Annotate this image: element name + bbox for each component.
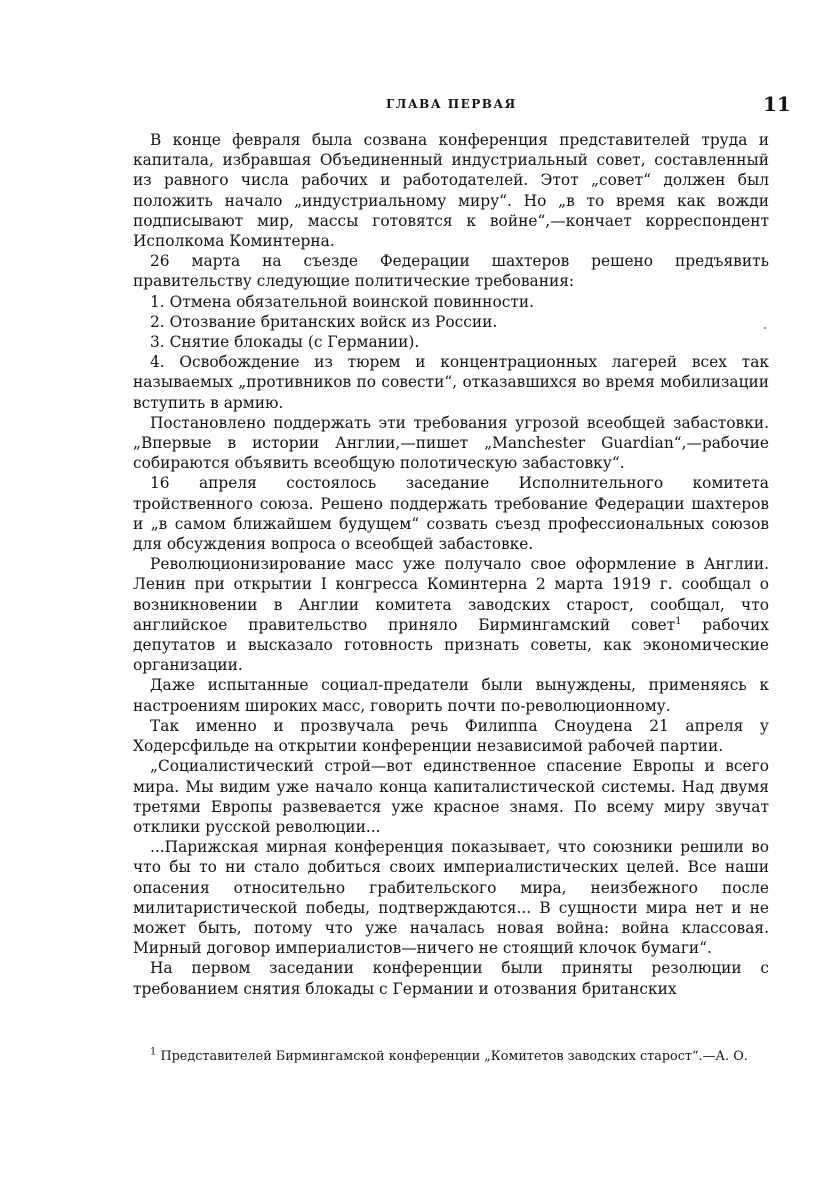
footnote-reference: 1 bbox=[675, 615, 682, 627]
list-item: 4. Освобождение из тюрем и концентрационных лагерей всех так называемых „противников по совести“, отказавшихся во время мобилизации вступить в армию. bbox=[133, 353, 769, 412]
quotation: „Социалистический строй—вот единственное спасение Европы и всего мира. Мы видим уже начало конца капиталистической системы. Над двумя третями Европы развевается уже красное знамя. По всему миру звучат отклики русской революции... bbox=[133, 757, 769, 836]
paragraph-text: Революционизирование масс уже получало свое оформление в Англии. Ленин при открытии I конгресса Коминтерна 2 марта 1919 г. сообщал о возникновении в Англии комитета заводских старост, сообщал, что английское правительство приняло Бирмингамский совет bbox=[133, 555, 769, 634]
paragraph: Так именно и прозвучала речь Филиппа Сноудена 21 апреля у Ходерсфильде на открытии конференции независимой рабочей партии. bbox=[133, 716, 769, 756]
paragraph: Постановлено поддержать эти требования угрозой всеобщей забастовки. „Впервые в истории Англии,—пишет „Manchester Guardian“,—рабочие собираются объявить всеобщую полотическую забастовку“. bbox=[133, 413, 769, 473]
footnote bbox=[133, 1048, 769, 1065]
paragraph-text: рабочих депутатов и высказало готовность признать советы, как экономические организации. bbox=[133, 615, 769, 675]
paragraph: 26 марта на съезде Федерации шахтеров решено предъявить правительству следующие политические требования: bbox=[133, 252, 769, 291]
footnote-mark: 1 bbox=[150, 1046, 157, 1058]
main-text bbox=[133, 130, 769, 999]
paragraph: На первом заседании конференции были приняты резолюции с требованием снятия блокады с Германии и отозвания британских bbox=[133, 959, 769, 998]
quotation: ...Парижская мирная конференция показывает, что союзники решили во что бы то ни стало добиться своих империалистических целей. Все наши опасения относительно грабительского мира, неизбежного после милитаристической победы, подтверждаются... В сущности мира нет и не может быть, потому что уже началась новая война: война классовая. Мирный договор империалистов—ничего не стоящий клочок бумаги“. bbox=[133, 838, 769, 958]
list-item: 1. Отмена обязательной воинской повинности. bbox=[150, 292, 534, 311]
paragraph: Даже испытанные социал-предатели были вынуждены, применяясь к настроениям широких масс, говорить почти по-революционному. bbox=[133, 676, 769, 715]
footnote-body: Представителей Бирмингамской конференции „Комитетов заводских старост“.—А. О. bbox=[156, 1049, 748, 1064]
print-speck bbox=[764, 327, 766, 329]
paragraph-with-footnote bbox=[133, 554, 769, 675]
list-item: 2. Отозвание британских войск из России. bbox=[150, 312, 498, 331]
page-number: 11 bbox=[763, 92, 791, 116]
list-item: 3. Снятие блокады (с Германии). bbox=[150, 333, 420, 352]
footnote-text bbox=[133, 1048, 769, 1065]
paragraph: В конце февраля была созвана конференция представителей труда и капитала, избравшая Объединенный индустриальный совет, составленный из равного числа рабочих и работодателей. Этот „совет“ должен был положить начало „индустриальному миру“. Но „в то время как вожди подписывают мир, массы готовятся к войне“,—кончает корреспондент Исполкома Коминтерна. bbox=[133, 131, 769, 251]
running-head: ГЛАВА ПЕРВАЯ bbox=[386, 97, 517, 111]
paragraph: 16 апреля состоялось заседание Исполнительного комитета тройственного союза. Решено поддержать требование Федерации шахтеров и „в самом ближайшем будущем“ созвать съезд профессиональных союзов для обсуждения вопроса о всеобщей забастовке. bbox=[133, 474, 769, 554]
